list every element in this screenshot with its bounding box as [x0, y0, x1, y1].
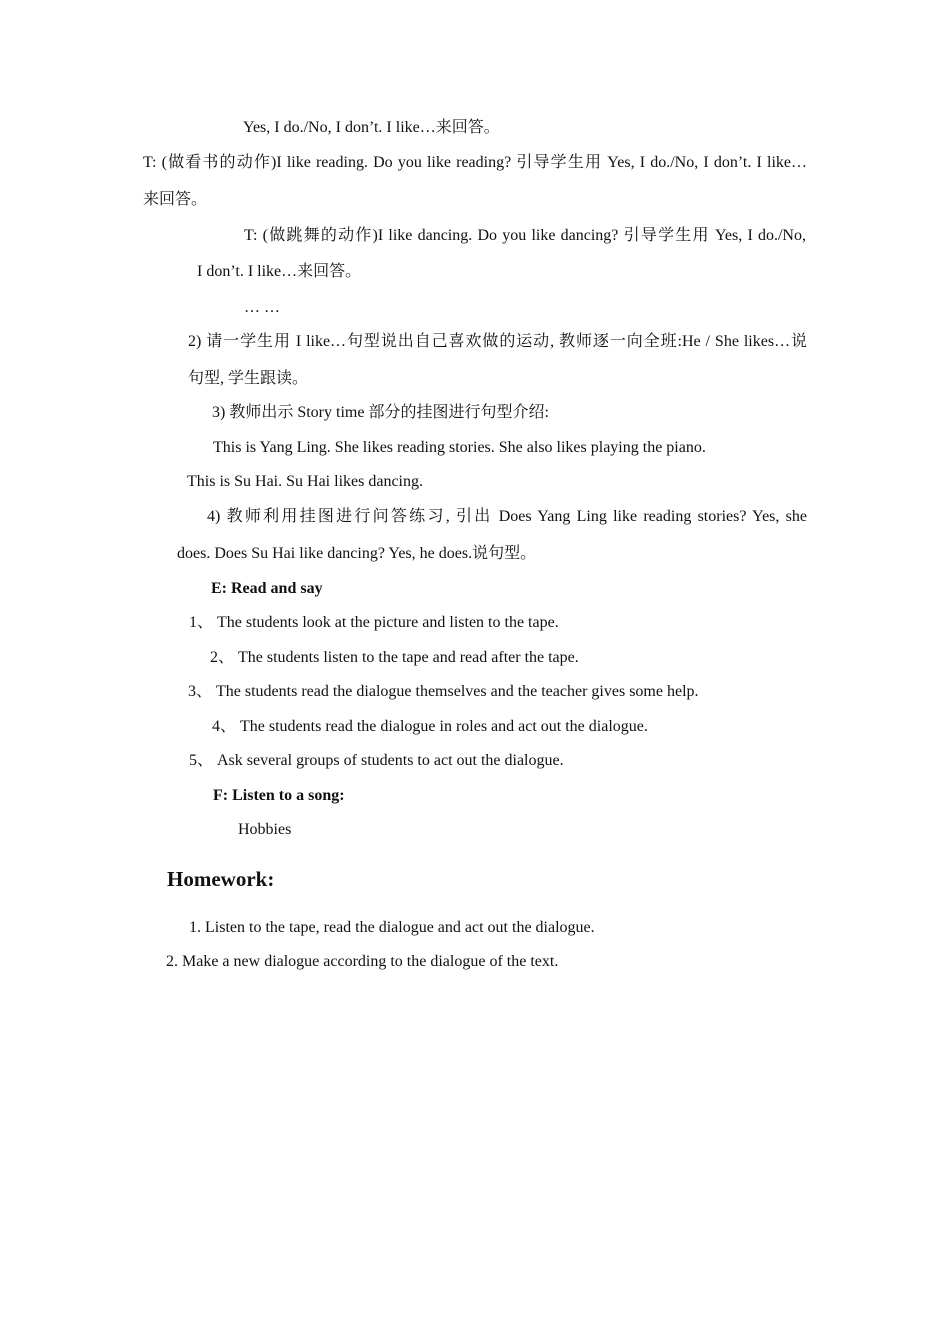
list-item: 3、 The students read the dialogue themselves and the teacher gives some help. [188, 683, 699, 700]
homework-item: 1. Listen to the tape, read the dialogue and act out the dialogue. [189, 919, 595, 936]
section-heading-read-and-say: E: Read and say [211, 580, 323, 597]
text-line: does. Does Su Hai like dancing? Yes, he does.说句型。 [177, 545, 537, 562]
song-title: Hobbies [238, 821, 292, 838]
text-line: 4) 教师利用挂图进行问答练习, 引出 Does Yang Ling like reading stories? Yes, she [207, 508, 807, 525]
text-line: This is Su Hai. Su Hai likes dancing. [187, 473, 423, 490]
homework-item: 2. Make a new dialogue according to the dialogue of the text. [166, 953, 559, 970]
text-line: 句型, 学生跟读。 [188, 370, 309, 387]
list-item: 4、 The students read the dialogue in roles and act out the dialogue. [212, 718, 648, 735]
homework-title: Homework: [167, 867, 275, 891]
text-line: 3) 教师出示 Story time 部分的挂图进行句型介绍: [212, 404, 549, 421]
text-line: 来回答。 [143, 191, 208, 208]
list-item: 2、 The students listen to the tape and read after the tape. [210, 649, 579, 666]
list-item: 1、 The students look at the picture and listen to the tape. [189, 614, 559, 631]
text-line: T: (做跳舞的动作)I like dancing. Do you like dancing? 引导学生用 Yes, I do./No, [244, 227, 806, 244]
text-line: … … [244, 299, 280, 316]
text-line: 2) 请一学生用 I like…句型说出自己喜欢做的运动, 教师逐一向全班:He / She likes…说 [188, 333, 807, 350]
section-heading-listen-to-a-song: F: Listen to a song: [213, 787, 345, 804]
text-line: This is Yang Ling. She likes reading stories. She also likes playing the piano. [213, 439, 706, 456]
text-line: Yes, I do./No, I don’t. I like…来回答。 [243, 119, 500, 136]
text-line: T: (做看书的动作)I like reading. Do you like reading? 引导学生用 Yes, I do./No, I don’t. I like… [143, 154, 807, 171]
list-item: 5、 Ask several groups of students to act out the dialogue. [189, 752, 564, 769]
text-line: I don’t. I like…来回答。 [197, 263, 362, 280]
